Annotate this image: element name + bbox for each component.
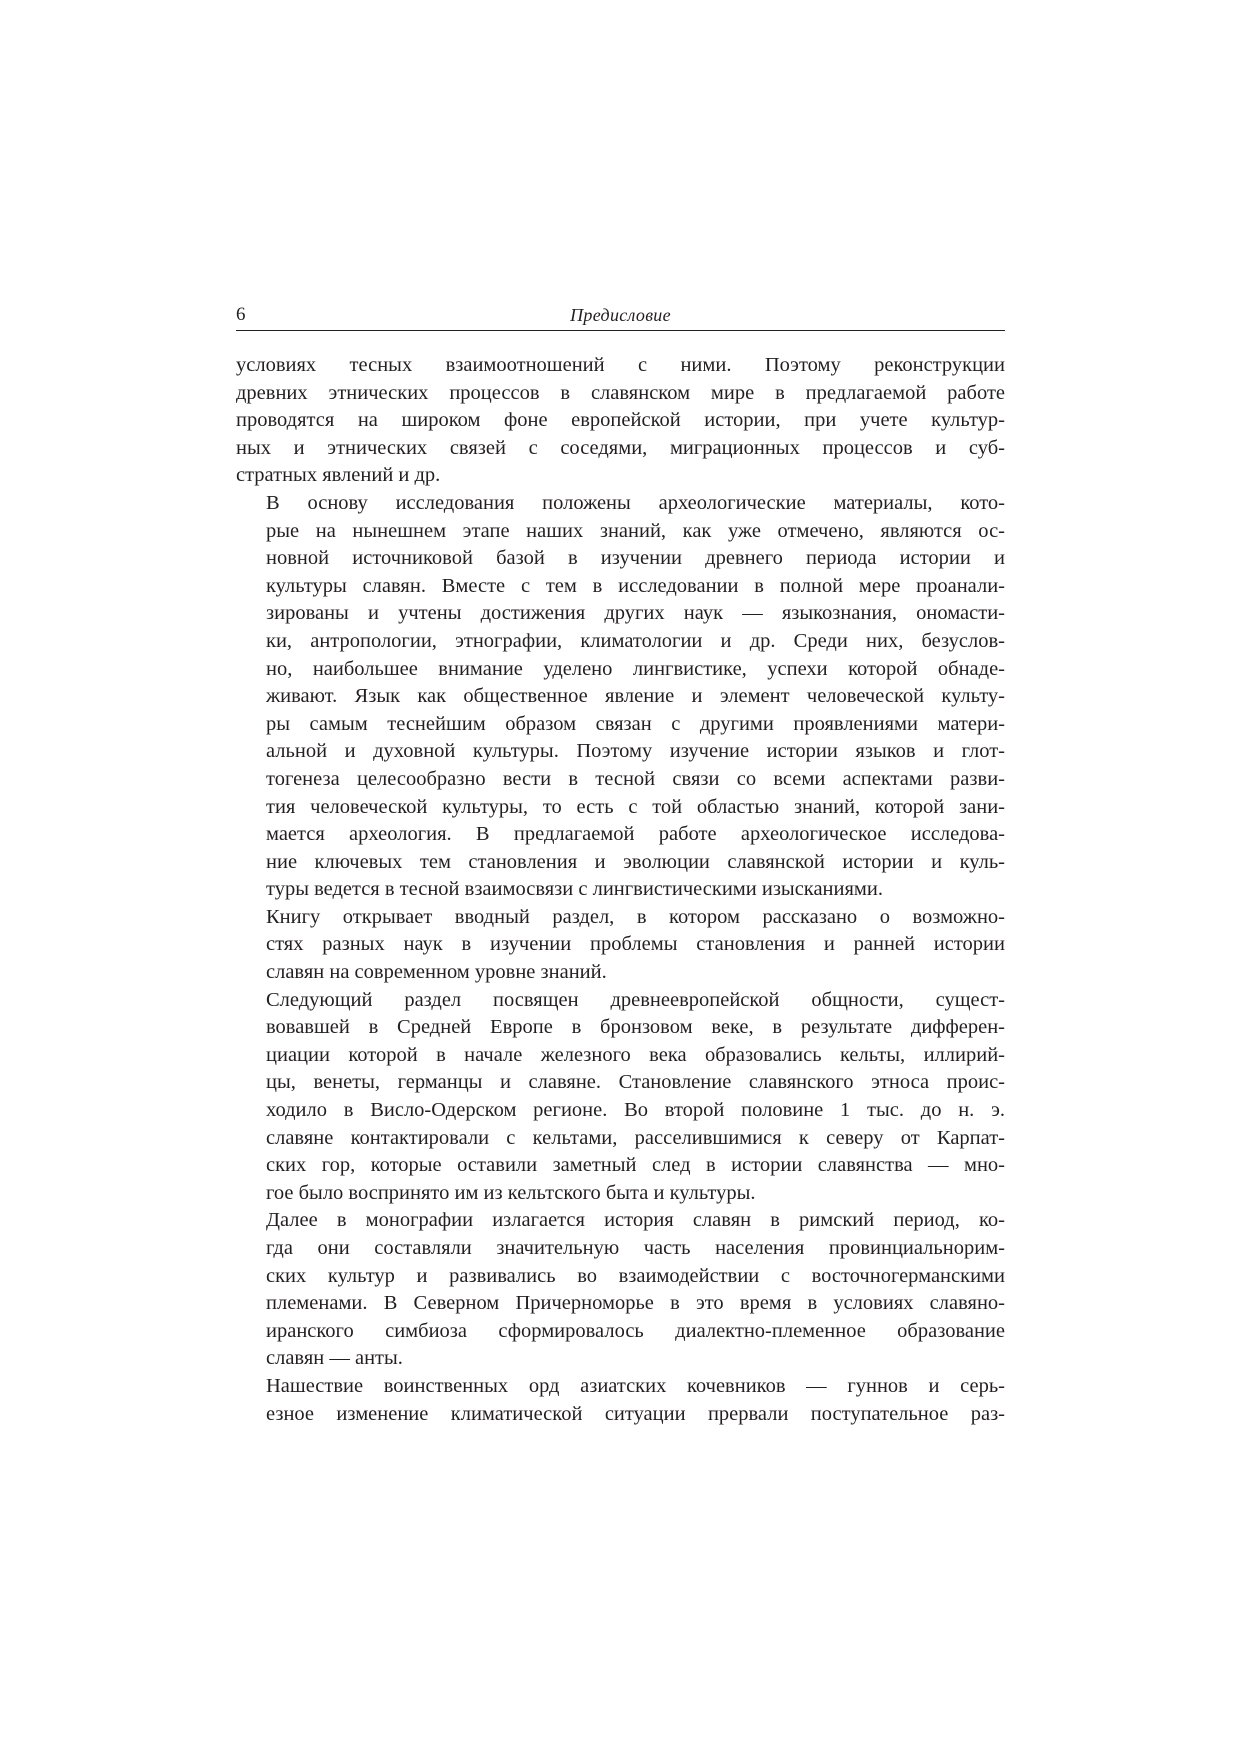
- paragraph-3: [236, 904, 1005, 987]
- text-line: зированы и учтены достижения других наук — языкознания, ономасти-: [266, 602, 1005, 625]
- running-title: Предисловие: [570, 305, 671, 325]
- text-line: ных и этнических связей с соседями, миграционных процессов и суб-: [236, 436, 1005, 459]
- paragraph-2: [236, 490, 1005, 904]
- text-line: славян на современном уровне знаний.: [266, 961, 607, 984]
- text-line: тогенеза целесообразно вести в тесной связи со всеми аспектами разви-: [266, 767, 1005, 790]
- body-text: [236, 352, 1005, 1428]
- text-line: рые на нынешнем этапе наших знаний, как уже отмечено, являются ос-: [266, 519, 1005, 542]
- text-line: В основу исследования положены археологические материалы, кото-: [266, 491, 1005, 514]
- text-line: живают. Язык как общественное явление и элемент человеческой культу-: [266, 685, 1005, 708]
- paragraph-6: [236, 1373, 1005, 1428]
- text-line: Нашествие воинственных орд азиатских кочевников — гуннов и серь-: [266, 1374, 1005, 1397]
- page-number: 6: [236, 304, 246, 325]
- text-line: гда они составляли значительную часть населения провинциальнорим-: [266, 1237, 1005, 1259]
- text-line: цы, венеты, германцы и славяне. Становление славянского этноса проис-: [266, 1071, 1005, 1094]
- text-line: стратных явлений и др.: [236, 464, 441, 487]
- running-head: [236, 300, 1005, 331]
- text-line: туры ведется в тесной взаимосвязи с лингвистическими изысканиями.: [266, 878, 883, 901]
- text-line: стях разных наук в изучении проблемы становления и ранней истории: [266, 933, 1005, 956]
- text-line: но, наибольшее внимание уделено лингвистике, успехи которой обнаде-: [266, 657, 1005, 680]
- text-line: мается археология. В предлагаемой работе археологическое исследова-: [266, 823, 1005, 846]
- text-line: племенами. В Северном Причерноморье в это время в условиях славяно-: [266, 1292, 1005, 1315]
- text-line: иранского симбиоза сформировалось диалектно-племенное образование: [266, 1319, 1005, 1342]
- paragraph-5: [236, 1207, 1005, 1373]
- text-line: новной источниковой базой в изучении древнего периода истории и: [266, 547, 1005, 570]
- text-line: ских культур и развивались во взаимодействии с восточногерманскими: [266, 1264, 1005, 1287]
- text-line: ние ключевых тем становления и эволюции славянской истории и куль-: [266, 850, 1005, 873]
- text-line: ходило в Висло-Одерском регионе. Во второй половине 1 тыс. до н. э.: [266, 1099, 1005, 1122]
- text-line: культуры славян. Вместе с тем в исследовании в полной мере проанали-: [266, 574, 1005, 597]
- text-line: славяне контактировали с кельтами, расселившимися к северу от Карпат-: [266, 1126, 1005, 1149]
- text-line: славян — анты.: [266, 1347, 403, 1370]
- paragraph-1: [236, 352, 1005, 490]
- text-line: проводятся на широком фоне европейской истории, при учете культур-: [236, 409, 1005, 432]
- text-line: ры самым теснейшим образом связан с другими проявлениями матери-: [266, 712, 1005, 735]
- text-line: условиях тесных взаимоотношений с ними. Поэтому реконструкции: [236, 354, 1005, 376]
- text-line: вовавшей в Средней Европе в бронзовом веке, в результате дифферен-: [266, 1016, 1005, 1039]
- text-line: тия человеческой культуры, то есть с той областью знаний, которой зани-: [266, 795, 1005, 818]
- text-line: езное изменение климатической ситуации прервали поступательное раз-: [266, 1402, 1005, 1425]
- text-line: ских гор, которые оставили заметный след в истории славянства — мно-: [266, 1154, 1005, 1177]
- text-line: древних этнических процессов в славянском мире в предлагаемой работе: [236, 381, 1005, 404]
- paragraph-4: [236, 987, 1005, 1208]
- text-line: Далее в монографии излагается история славян в римский период, ко-: [266, 1209, 1005, 1232]
- text-line: Следующий раздел посвящен древнеевропейской общности, сущест-: [266, 988, 1005, 1011]
- text-line: альной и духовной культуры. Поэтому изучение истории языков и глот-: [266, 740, 1005, 763]
- text-line: циации которой в начале железного века образовались кельты, иллирий-: [266, 1043, 1005, 1066]
- text-line: гое было воспринято им из кельтского быта и культуры.: [266, 1181, 756, 1204]
- text-line: ки, антропологии, этнографии, климатологии и др. Среди них, безуслов-: [266, 629, 1005, 652]
- text-line: Книгу открывает вводный раздел, в котором рассказано о возможно-: [266, 905, 1005, 928]
